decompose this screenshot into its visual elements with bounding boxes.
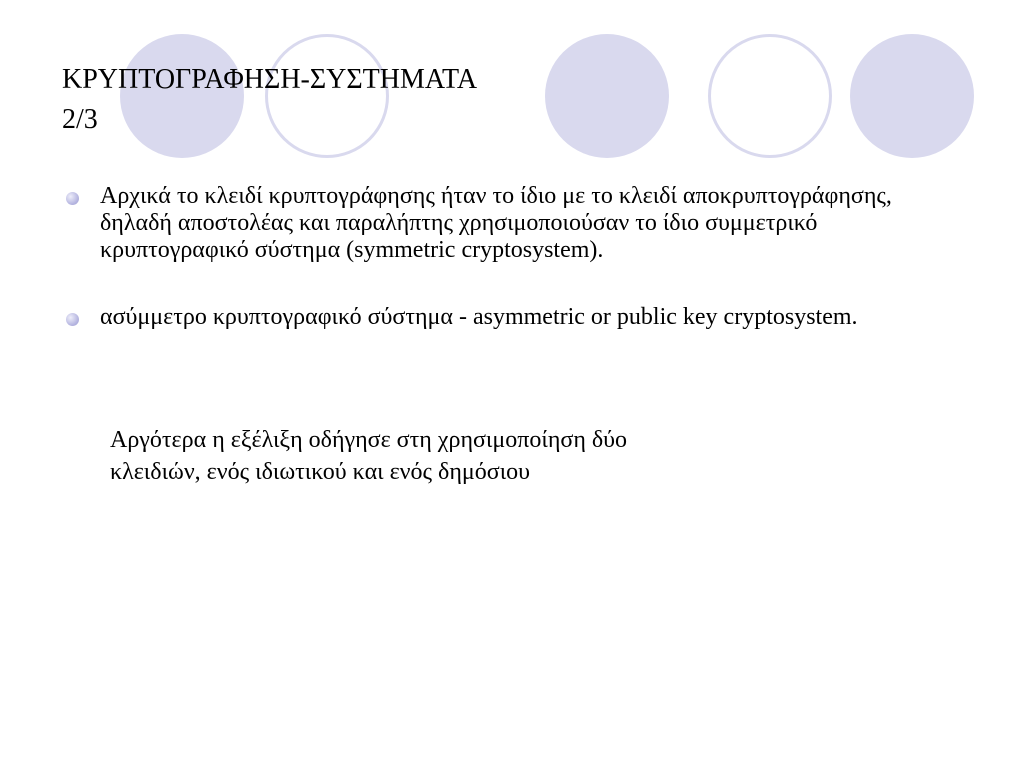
bullet-dot-icon	[66, 192, 79, 205]
decor-circle-4	[708, 34, 832, 158]
bullet-item-symmetric	[66, 183, 966, 264]
bullet-text: ασύμμετρο κρυπτογραφικό σύστημα - asymmetric or public key cryptosystem.	[100, 304, 858, 330]
sub-note-line-2: κλειδιών, ενός ιδιωτικού και ενός δημόσιου	[110, 459, 531, 485]
sub-note-line-1: Αργότερα η εξέλιξη οδήγησε στη χρησιμοποίηση δύο	[110, 427, 628, 453]
sub-note	[110, 424, 810, 488]
slide-title-line-1: ΚΡΥΠΤΟΓΡΑΦΗΣΗ-ΣΥΣΤΗΜΑΤΑ	[62, 64, 478, 95]
slide-title	[62, 60, 622, 140]
bullet-list	[66, 183, 966, 331]
decor-circle-5	[850, 34, 974, 158]
bullet-dot-icon	[66, 313, 79, 326]
bullet-text: Αρχικά το κλειδί κρυπτογράφησης ήταν το ίδιο με το κλειδί αποκρυπτογράφησης, δηλαδή αποστολέας και παραλήπτης χρησιμοποιούσαν το ίδιο συμμετρικό κρυπτογραφικό σύστημα (symmetric cryptosystem).	[100, 183, 892, 263]
bullet-item-asymmetric	[66, 304, 966, 331]
slide-title-line-2: 2/3	[62, 104, 98, 135]
